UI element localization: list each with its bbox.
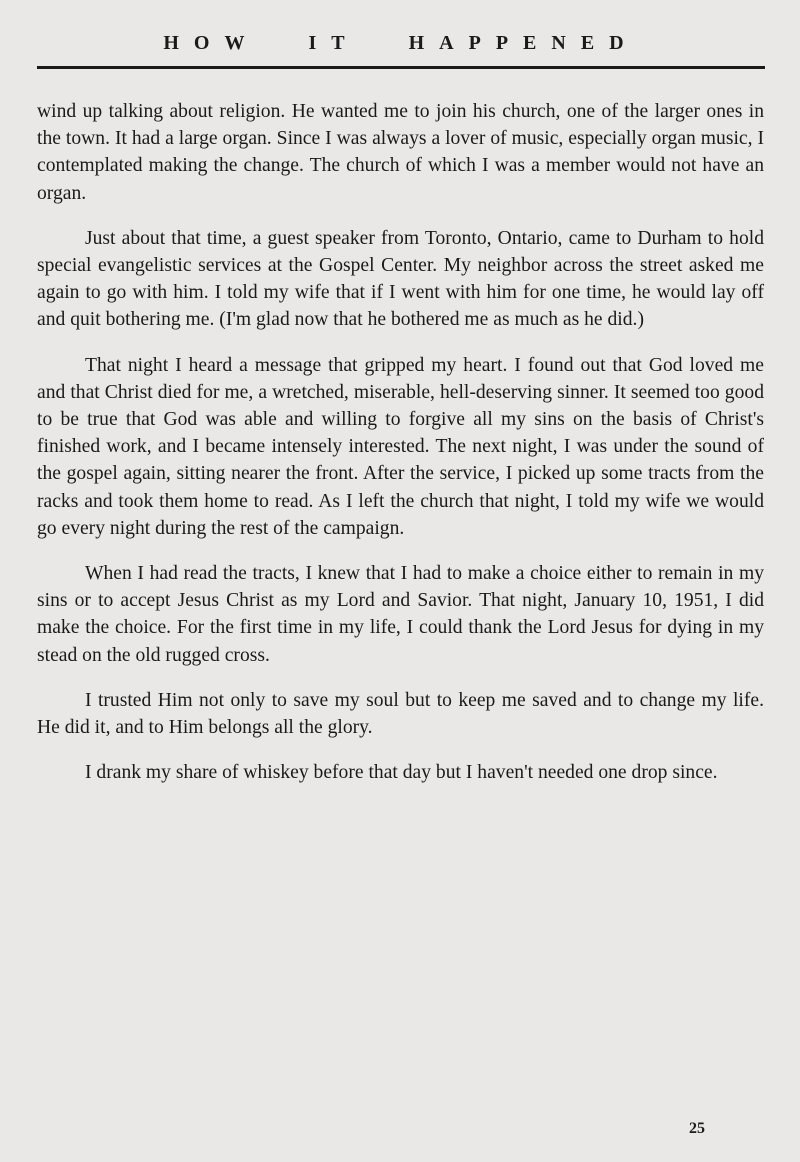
- paragraph: That night I heard a message that gripped my heart. I found out that God loved me and that Christ died for me, a wretched, miserable, hell-deserving sinner. It seemed too good to be true that God was able and willing to forgive all my sins on the basis of Christ's finished work, and I became intensely interested. The next night, I was under the sound of the gospel again, sitting nearer the front. After the service, I picked up some tracts from the racks and took them home to read. As I left the church that night, I told my wife we would go every night during the rest of the campaign.: [37, 354, 764, 539]
- paragraph: wind up talking about religion. He wanted me to join his church, one of the larger ones in the town. It had a large organ. Since I was always a lover of music, especially organ music, I contemplated making the change. The church of which I was a member would not have an organ.: [37, 101, 764, 204]
- running-head-word: HOW: [163, 32, 260, 54]
- paragraph: When I had read the tracts, I knew that I had to make a choice either to remain in my sins or to accept Jesus Christ as my Lord and Savior. That night, January 10, 1951, I did make the choice. For the first time in my life, I could thank the Lord Jesus for dying in my stead on the old rugged cross.: [37, 563, 764, 666]
- running-head-word: IT: [308, 32, 360, 54]
- running-head-word: HAPPENED: [408, 32, 639, 54]
- paragraph: I drank my share of whiskey before that day but I haven't needed one drop since.: [85, 762, 718, 784]
- running-head: [38, 30, 764, 56]
- paragraph: I trusted Him not only to save my soul but to keep me saved and to change my life. He did it, and to Him belongs all the glory.: [37, 689, 764, 739]
- paragraph: Just about that time, a guest speaker from Toronto, Ontario, came to Durham to hold special evangelistic services at the Gospel Center. My neighbor across the street asked me again to go with him. I told my wife that if I went with him for one time, he would lay off and quit bothering me. (I'm glad now that he bothered me as much as he did.): [37, 227, 764, 331]
- header-rule: [37, 66, 765, 69]
- page-number: 25: [689, 1120, 705, 1137]
- body-text: [37, 98, 764, 804]
